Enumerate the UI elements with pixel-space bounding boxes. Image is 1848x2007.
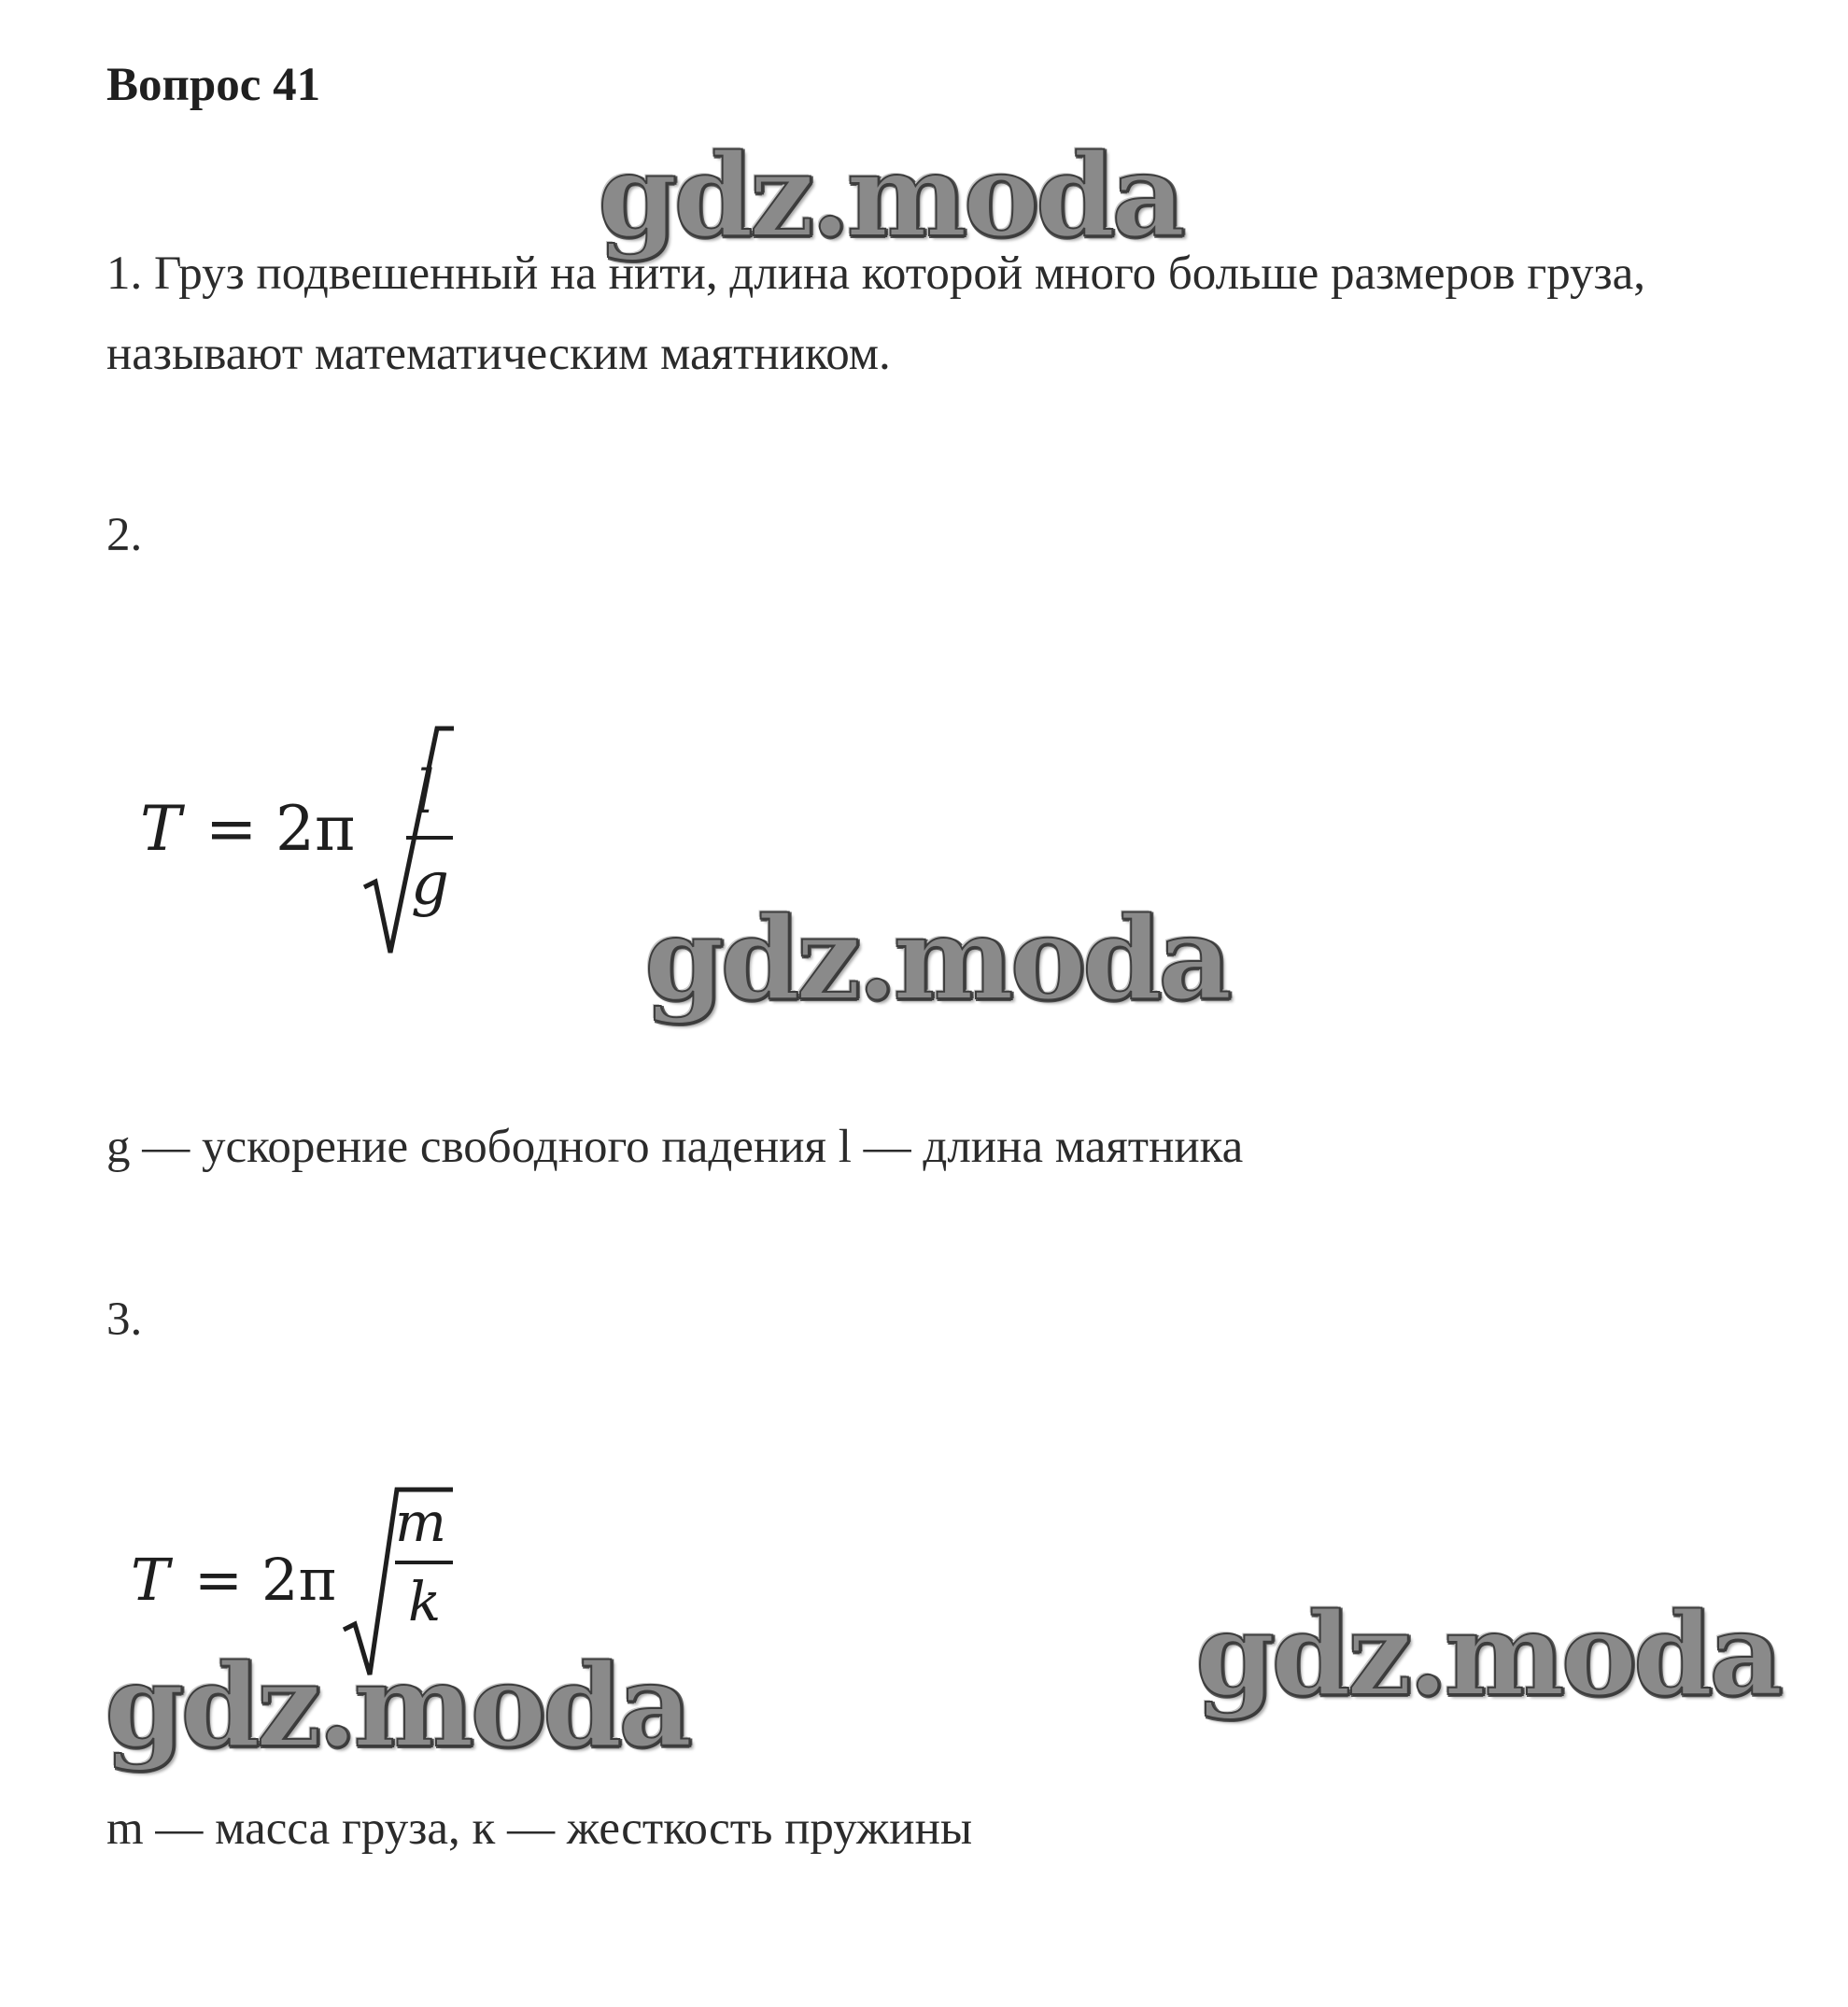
formula-equals: =	[194, 1546, 243, 1614]
watermark-logo: gdz.moda	[644, 891, 1229, 1025]
square-root-sign	[364, 728, 454, 953]
formula-denominator: k	[408, 1570, 442, 1633]
formula-lhs: T	[140, 793, 182, 865]
formula-coefficient: 2π	[261, 1546, 337, 1614]
question-title: Вопрос 41	[106, 59, 321, 111]
formula-lhs: T	[131, 1546, 170, 1614]
formula-equals: =	[205, 793, 258, 865]
answer-paragraph-1: 1. Груз подвешенный на нити, длина которой много больше размеров груза, называют математическим маятником.	[106, 247, 1646, 380]
watermark-logo: gdz.moda	[105, 1638, 689, 1773]
watermark-logo: gdz.moda	[598, 128, 1182, 262]
formula-2-legend: m — масса груза, к — жесткость пружины	[106, 1802, 973, 1855]
answer-item-3-number: 3.	[106, 1293, 143, 1346]
formula-1-legend: g — ускорение свободного падения l — длина маятника	[106, 1121, 1244, 1173]
formula-numerator: m	[395, 1491, 446, 1554]
formula-numerator: l	[416, 758, 435, 827]
formula-denominator: g	[411, 850, 449, 919]
formula-coefficient: 2π	[275, 793, 356, 865]
answer-item-2-number: 2.	[106, 509, 143, 561]
watermark-logo: gdz.moda	[1195, 1587, 1780, 1721]
pendulum-period-formula	[140, 719, 476, 971]
